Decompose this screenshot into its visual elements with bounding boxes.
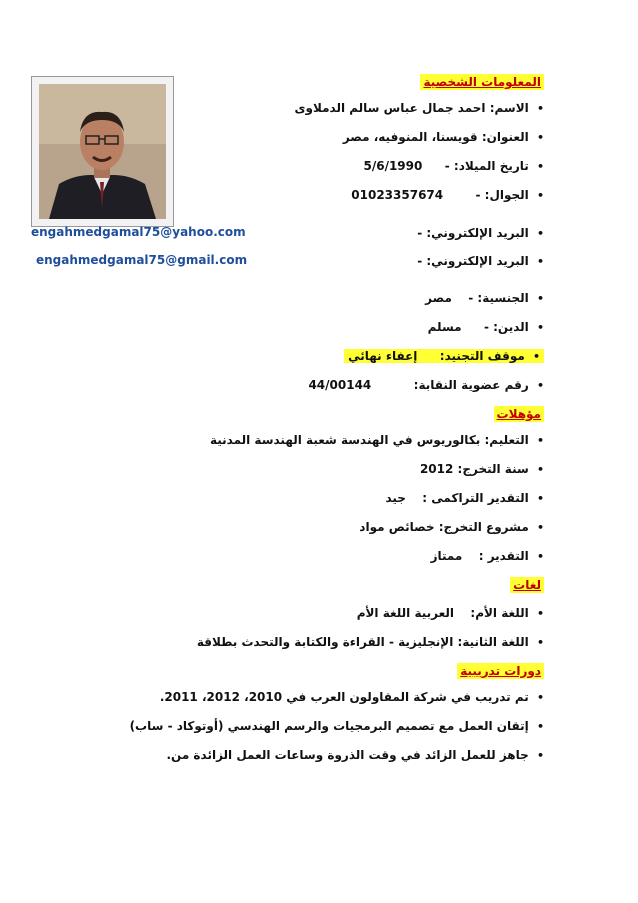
dob-label: تاريخ الميلاد: - <box>444 159 529 173</box>
military-highlight <box>344 349 544 363</box>
personal-info-heading: المعلومات الشخصية <box>420 74 544 90</box>
email2-line <box>417 253 544 270</box>
cumulative-label: التقدير التراكمى : <box>422 491 529 505</box>
syndicate-value: 44/00144 <box>308 378 372 392</box>
course-text: جاهز للعمل الزائد في وقت الذروة وساعات العمل الزائدة من. <box>166 748 529 762</box>
bullet-icon: • <box>536 550 544 563</box>
bullet-icon: • <box>536 189 544 202</box>
military-value: إعفاء نهائي <box>348 349 418 363</box>
education-value: بكالوريوس في الهندسة شعبة الهندسة المدنية <box>209 433 481 447</box>
bullet-icon: • <box>536 691 544 704</box>
course-item-3 <box>166 747 544 764</box>
email2-link[interactable]: engahmedgamal75@gmail.com <box>36 253 248 267</box>
native-language-label: اللغة الأم: <box>470 606 529 620</box>
native-language-value: العربية اللغة الأم <box>356 606 455 620</box>
education-line <box>210 432 544 449</box>
native-language-line <box>357 605 544 622</box>
mobile-line <box>351 187 544 204</box>
education-label: التعليم: <box>484 433 529 447</box>
bullet-icon: • <box>536 379 544 392</box>
military-line <box>344 348 544 365</box>
religion-label: الدين: - <box>483 320 529 334</box>
bullet-icon: • <box>536 227 544 240</box>
email1-label: البريد الإلكتروني: - <box>417 226 529 240</box>
grad-year-line <box>420 461 544 478</box>
bullet-icon: • <box>536 292 544 305</box>
mobile-label: الجوال: - <box>475 188 529 202</box>
second-language-text: اللغة الثانية: الإنجليزية - القراءة والكتابة والتحدث بطلاقة <box>196 635 529 649</box>
address-label: العنوان: <box>481 130 529 144</box>
project-line <box>359 519 544 536</box>
name-label: الاسم: <box>489 101 529 115</box>
bullet-icon: • <box>536 607 544 620</box>
nationality-label: الجنسية: - <box>468 291 529 305</box>
course-text: تم تدريب في شركة المقاولون العرب في 2010، 2012، 2011. <box>159 690 529 704</box>
religion-line <box>428 319 544 336</box>
bullet-icon: • <box>536 463 544 476</box>
bullet-icon: • <box>536 255 544 268</box>
mobile-value: 01023357674 <box>351 188 444 202</box>
project-grade-line <box>431 548 544 565</box>
syndicate-line <box>308 377 544 394</box>
email1-line <box>417 225 544 242</box>
bullet-icon: • <box>536 636 544 649</box>
military-label: موقف التجنيد: <box>439 349 525 363</box>
dob-line <box>363 158 544 175</box>
address-value: قويسنا، المنوفيه، مصر <box>342 130 478 144</box>
course-item-1 <box>160 689 544 706</box>
cumulative-value: جيد <box>385 491 406 505</box>
religion-value: مسلم <box>427 320 462 334</box>
bullet-icon: • <box>536 434 544 447</box>
cumulative-line <box>385 490 544 507</box>
project-grade-value: ممتاز <box>430 549 463 563</box>
bullet-icon: • <box>532 350 540 363</box>
course-text: إتقان العمل مع تصميم البرمجيات والرسم الهندسي (أوتوكاد - ساب) <box>129 719 529 733</box>
bullet-icon: • <box>536 521 544 534</box>
course-item-2 <box>130 718 544 735</box>
bullet-icon: • <box>536 749 544 762</box>
project-grade-label: التقدير : <box>478 549 529 563</box>
name-line <box>295 100 544 117</box>
bullet-icon: • <box>536 321 544 334</box>
bullet-icon: • <box>536 720 544 733</box>
email1-link[interactable]: engahmedgamal75@yahoo.com <box>31 225 246 239</box>
syndicate-label: رقم عضوية النقابة: <box>413 378 529 392</box>
grad-year-value: 2012 <box>419 462 454 476</box>
nationality-line <box>425 290 544 307</box>
grad-year-label: سنة التخرج: <box>457 462 529 476</box>
nationality-value: مصر <box>425 291 452 305</box>
project-label: مشروع التخرج: <box>438 520 529 534</box>
name-value: احمد جمال عباس سالم الدملاوى <box>294 101 486 115</box>
second-language-line <box>197 634 544 651</box>
bullet-icon: • <box>536 492 544 505</box>
person-photo-icon <box>39 84 166 219</box>
qualifications-heading: مؤهلات <box>494 406 544 422</box>
dob-value: 5/6/1990 <box>363 159 423 173</box>
profile-photo <box>31 76 174 227</box>
courses-heading: دورات تدريبية <box>457 663 544 679</box>
email2-label: البريد الإلكتروني: - <box>417 254 529 268</box>
languages-heading: لغات <box>510 577 544 593</box>
project-value: خصائص مواد <box>359 520 435 534</box>
bullet-icon: • <box>536 102 544 115</box>
bullet-icon: • <box>536 160 544 173</box>
bullet-icon: • <box>536 131 544 144</box>
address-line <box>343 129 544 146</box>
